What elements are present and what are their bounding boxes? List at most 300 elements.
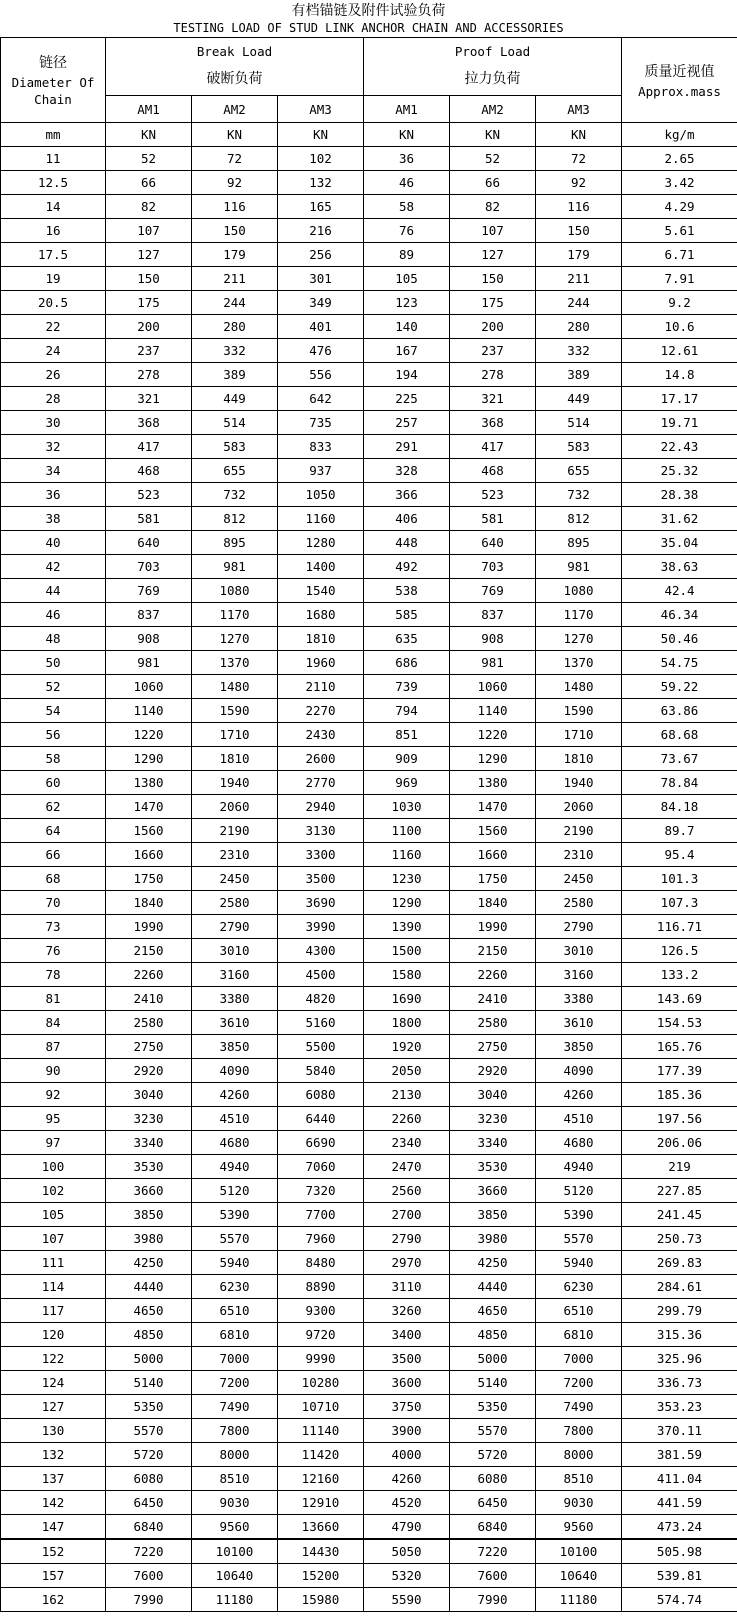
table-cell: 581: [450, 507, 536, 531]
table-cell: 1480: [536, 675, 622, 699]
table-cell: 1810: [536, 747, 622, 771]
table-cell: 6840: [106, 1515, 192, 1540]
table-cell: 3850: [536, 1035, 622, 1059]
table-row: [1, 267, 737, 291]
table-cell: 1990: [106, 915, 192, 939]
table-title-zh: 有档锚链及附件试验负荷: [291, 3, 446, 19]
table-cell: 107: [106, 219, 192, 243]
table-cell: 7.91: [622, 267, 737, 291]
table-cell: 1060: [106, 675, 192, 699]
table-row: [1, 1059, 737, 1083]
table-cell: 34: [1, 459, 106, 483]
table-cell: 2060: [536, 795, 622, 819]
table-row: [1, 771, 737, 795]
table-cell: 3500: [364, 1347, 450, 1371]
table-row: [1, 867, 737, 891]
table-cell: 278: [106, 363, 192, 387]
table-cell: 1680: [278, 603, 364, 627]
table-cell: 20.5: [1, 291, 106, 315]
table-row: [1, 1035, 737, 1059]
table-row: [1, 363, 737, 387]
table-cell: 2700: [364, 1203, 450, 1227]
table-cell: 5940: [192, 1251, 278, 1275]
table-cell: 5570: [536, 1227, 622, 1251]
table-cell: 1470: [450, 795, 536, 819]
table-row: [1, 243, 737, 267]
table-row: [1, 1539, 737, 1564]
table-cell: 321: [450, 387, 536, 411]
table-cell: 8000: [536, 1443, 622, 1467]
table-row: [1, 891, 737, 915]
table-cell: 1840: [450, 891, 536, 915]
table-cell: 2970: [364, 1251, 450, 1275]
table-cell: 2130: [364, 1083, 450, 1107]
table-cell: 1840: [106, 891, 192, 915]
table-cell: 7600: [106, 1564, 192, 1588]
table-cell: 6840: [450, 1515, 536, 1540]
table-cell: 28: [1, 387, 106, 411]
table-cell: 107: [450, 219, 536, 243]
table-cell: 1560: [106, 819, 192, 843]
table-cell: 3990: [278, 915, 364, 939]
table-cell: 523: [106, 483, 192, 507]
table-cell: 216: [278, 219, 364, 243]
table-cell: 505.98: [622, 1539, 737, 1564]
table-cell: 46.34: [622, 603, 737, 627]
table-cell: 76: [364, 219, 450, 243]
table-row: [1, 1564, 737, 1588]
table-cell: 17.17: [622, 387, 737, 411]
table-cell: 2580: [106, 1011, 192, 1035]
table-cell: 2190: [536, 819, 622, 843]
table-cell: 1060: [450, 675, 536, 699]
table-cell: 4250: [450, 1251, 536, 1275]
table-cell: 4300: [278, 939, 364, 963]
table-cell: 3110: [364, 1275, 450, 1299]
table-cell: 732: [536, 483, 622, 507]
table-cell: 492: [364, 555, 450, 579]
table-cell: 5120: [192, 1179, 278, 1203]
unit-cell: kg/m: [622, 123, 737, 147]
table-cell: 143.69: [622, 987, 737, 1011]
table-cell: 3.42: [622, 171, 737, 195]
table-cell: 26: [1, 363, 106, 387]
table-cell: 116: [536, 195, 622, 219]
table-cell: 2920: [106, 1059, 192, 1083]
table-cell: 280: [192, 315, 278, 339]
table-cell: 165: [278, 195, 364, 219]
table-cell: 2580: [192, 891, 278, 915]
table-cell: 3530: [106, 1155, 192, 1179]
table-cell: 5590: [364, 1588, 450, 1612]
unit-cell: mm: [1, 123, 106, 147]
table-cell: 10100: [192, 1539, 278, 1564]
table-cell: 6080: [450, 1467, 536, 1491]
table-cell: 105: [364, 267, 450, 291]
table-cell: 11140: [278, 1419, 364, 1443]
header-diameter-zh: 链径: [39, 55, 67, 71]
table-cell: 538: [364, 579, 450, 603]
table-row: [1, 699, 737, 723]
table-cell: 1080: [192, 579, 278, 603]
table-cell: 981: [106, 651, 192, 675]
table-cell: 4790: [364, 1515, 450, 1540]
table-cell: 5570: [106, 1419, 192, 1443]
table-cell: 9300: [278, 1299, 364, 1323]
table-cell: 368: [450, 411, 536, 435]
table-cell: 4.29: [622, 195, 737, 219]
table-cell: 132: [1, 1443, 106, 1467]
table-row: [1, 651, 737, 675]
table-cell: 185.36: [622, 1083, 737, 1107]
table-cell: 794: [364, 699, 450, 723]
table-cell: 244: [192, 291, 278, 315]
table-cell: 642: [278, 387, 364, 411]
table-row: [1, 1347, 737, 1371]
table-cell: 812: [536, 507, 622, 531]
table-cell: 42: [1, 555, 106, 579]
table-cell: 30: [1, 411, 106, 435]
table-cell: 38: [1, 507, 106, 531]
table-cell: 3900: [364, 1419, 450, 1443]
header-proof-load-en: Proof Load: [454, 44, 531, 59]
table-row: [1, 459, 737, 483]
table-cell: 66: [106, 171, 192, 195]
table-cell: 2190: [192, 819, 278, 843]
table-cell: 225: [364, 387, 450, 411]
table-cell: 703: [450, 555, 536, 579]
table-cell: 6080: [278, 1083, 364, 1107]
table-cell: 1590: [192, 699, 278, 723]
table-cell: 140: [364, 315, 450, 339]
table-cell: 72: [192, 147, 278, 171]
table-cell: 473.24: [622, 1515, 737, 1540]
table-cell: 7490: [192, 1395, 278, 1419]
table-cell: 4940: [536, 1155, 622, 1179]
table-cell: 2580: [536, 891, 622, 915]
table-cell: 127: [1, 1395, 106, 1419]
table-cell: 1170: [536, 603, 622, 627]
table-cell: 50.46: [622, 627, 737, 651]
table-cell: 9030: [192, 1491, 278, 1515]
table-row: [1, 627, 737, 651]
table-cell: 2260: [106, 963, 192, 987]
table-cell: 4850: [450, 1323, 536, 1347]
table-cell: 5140: [450, 1371, 536, 1395]
table-cell: 25.32: [622, 459, 737, 483]
table-cell: 468: [450, 459, 536, 483]
table-cell: 92: [536, 171, 622, 195]
table-cell: 269.83: [622, 1251, 737, 1275]
table-cell: 197.56: [622, 1107, 737, 1131]
table-cell: 291: [364, 435, 450, 459]
table-cell: 4090: [536, 1059, 622, 1083]
table-cell: 514: [536, 411, 622, 435]
header-mass-zh: 质量近视值: [644, 63, 715, 80]
table-cell: 3340: [450, 1131, 536, 1155]
table-cell: 31.62: [622, 507, 737, 531]
table-cell: 328: [364, 459, 450, 483]
table-cell: 4680: [536, 1131, 622, 1155]
table-cell: 46: [1, 603, 106, 627]
table-cell: 52: [106, 147, 192, 171]
table-cell: 895: [536, 531, 622, 555]
table-cell: 368: [106, 411, 192, 435]
table-cell: 117: [1, 1299, 106, 1323]
table-cell: 9560: [536, 1515, 622, 1540]
grade-cell: AM2: [192, 96, 278, 123]
table-cell: 1580: [364, 963, 450, 987]
table-cell: 90: [1, 1059, 106, 1083]
table-cell: 56: [1, 723, 106, 747]
table-cell: 22.43: [622, 435, 737, 459]
table-cell: 2340: [364, 1131, 450, 1155]
table-cell: 449: [192, 387, 278, 411]
table-cell: 981: [536, 555, 622, 579]
table-cell: 107: [1, 1227, 106, 1251]
table-cell: 1380: [106, 771, 192, 795]
table-cell: 5720: [450, 1443, 536, 1467]
table-cell: 3850: [192, 1035, 278, 1059]
table-cell: 1290: [106, 747, 192, 771]
grade-cell: AM1: [106, 96, 192, 123]
table-cell: 19: [1, 267, 106, 291]
table-cell: 3850: [450, 1203, 536, 1227]
table-cell: 583: [536, 435, 622, 459]
table-cell: 389: [536, 363, 622, 387]
table-cell: 130: [1, 1419, 106, 1443]
table-cell: 7200: [536, 1371, 622, 1395]
table-cell: 244: [536, 291, 622, 315]
table-cell: 1710: [192, 723, 278, 747]
table-cell: 3230: [450, 1107, 536, 1131]
table-cell: 32: [1, 435, 106, 459]
table-row: [1, 1179, 737, 1203]
table-cell: 9560: [192, 1515, 278, 1540]
table-cell: 11: [1, 147, 106, 171]
table-cell: 6230: [192, 1275, 278, 1299]
table-cell: 2260: [450, 963, 536, 987]
table-title-en: TESTING LOAD OF STUD LINK ANCHOR CHAIN AND ACCESSORIES: [173, 21, 564, 35]
table-cell: 1170: [192, 603, 278, 627]
table-cell: 95.4: [622, 843, 737, 867]
table-cell: 5000: [106, 1347, 192, 1371]
table-cell: 50: [1, 651, 106, 675]
table-cell: 64: [1, 819, 106, 843]
table-cell: 256: [278, 243, 364, 267]
table-cell: 3160: [192, 963, 278, 987]
table-cell: 6080: [106, 1467, 192, 1491]
table-cell: 523: [450, 483, 536, 507]
table-cell: 1290: [364, 891, 450, 915]
table-cell: 68: [1, 867, 106, 891]
table-cell: 62: [1, 795, 106, 819]
table-cell: 7220: [106, 1539, 192, 1564]
table-row: [1, 507, 737, 531]
table-cell: 7700: [278, 1203, 364, 1227]
table-cell: 2790: [192, 915, 278, 939]
table-row: [1, 795, 737, 819]
table-cell: 14.8: [622, 363, 737, 387]
table-cell: 3010: [192, 939, 278, 963]
table-cell: 2310: [192, 843, 278, 867]
table-cell: 28.38: [622, 483, 737, 507]
table-cell: 2920: [450, 1059, 536, 1083]
table-cell: 7200: [192, 1371, 278, 1395]
table-cell: 1920: [364, 1035, 450, 1059]
table-cell: 9990: [278, 1347, 364, 1371]
table-cell: 1590: [536, 699, 622, 723]
table-cell: 66: [450, 171, 536, 195]
table-row: [1, 1443, 737, 1467]
table-cell: 36: [364, 147, 450, 171]
table-cell: 2.65: [622, 147, 737, 171]
table-cell: 937: [278, 459, 364, 483]
table-cell: 200: [450, 315, 536, 339]
table-cell: 739: [364, 675, 450, 699]
grade-cell: AM3: [536, 96, 622, 123]
table-cell: 5940: [536, 1251, 622, 1275]
table-cell: 177.39: [622, 1059, 737, 1083]
table-cell: 5350: [106, 1395, 192, 1419]
table-row: [1, 1227, 737, 1251]
table-cell: 6810: [192, 1323, 278, 1347]
table-cell: 448: [364, 531, 450, 555]
table-cell: 3340: [106, 1131, 192, 1155]
table-cell: 132: [278, 171, 364, 195]
table-cell: 1220: [450, 723, 536, 747]
table-cell: 40: [1, 531, 106, 555]
table-cell: 116: [192, 195, 278, 219]
table-cell: 11180: [192, 1588, 278, 1612]
table-cell: 3690: [278, 891, 364, 915]
table-cell: 4650: [106, 1299, 192, 1323]
table-row: [1, 723, 737, 747]
table-cell: 12910: [278, 1491, 364, 1515]
table-cell: 5570: [450, 1419, 536, 1443]
table-row: [1, 147, 737, 171]
unit-cell: KN: [278, 123, 364, 147]
table-cell: 908: [106, 627, 192, 651]
table-cell: 66: [1, 843, 106, 867]
table-cell: 703: [106, 555, 192, 579]
table-row: [1, 555, 737, 579]
table-row: [1, 339, 737, 363]
header-break-load-zh: 破断负荷: [206, 71, 263, 87]
table-cell: 2150: [106, 939, 192, 963]
table-cell: 81: [1, 987, 106, 1011]
table-row: [1, 411, 737, 435]
table-cell: 12160: [278, 1467, 364, 1491]
table-cell: 179: [536, 243, 622, 267]
table-cell: 556: [278, 363, 364, 387]
table-cell: 4090: [192, 1059, 278, 1083]
table-cell: 833: [278, 435, 364, 459]
table-cell: 3750: [364, 1395, 450, 1419]
table-cell: 4440: [450, 1275, 536, 1299]
table-cell: 6450: [450, 1491, 536, 1515]
table-row: [1, 915, 737, 939]
table-cell: 1480: [192, 675, 278, 699]
table-cell: 8510: [536, 1467, 622, 1491]
table-cell: 3260: [364, 1299, 450, 1323]
unit-cell: KN: [364, 123, 450, 147]
table-cell: 46: [364, 171, 450, 195]
table-cell: 969: [364, 771, 450, 795]
table-cell: 4850: [106, 1323, 192, 1347]
table-cell: 10710: [278, 1395, 364, 1419]
table-cell: 10.6: [622, 315, 737, 339]
table-cell: 1750: [106, 867, 192, 891]
header-proof-load: [364, 38, 622, 96]
table-cell: 349: [278, 291, 364, 315]
table-cell: 48: [1, 627, 106, 651]
table-cell: 4260: [364, 1467, 450, 1491]
table-row: [1, 819, 737, 843]
table-cell: 468: [106, 459, 192, 483]
table-cell: 417: [450, 435, 536, 459]
table-cell: 1750: [450, 867, 536, 891]
table-cell: 241.45: [622, 1203, 737, 1227]
table-cell: 1270: [536, 627, 622, 651]
table-cell: 12.61: [622, 339, 737, 363]
table-cell: 401: [278, 315, 364, 339]
table-cell: 150: [106, 267, 192, 291]
table-cell: 152: [1, 1539, 106, 1564]
table-cell: 8510: [192, 1467, 278, 1491]
table-cell: 237: [106, 339, 192, 363]
table-cell: 1400: [278, 555, 364, 579]
table-cell: 4440: [106, 1275, 192, 1299]
table-row: [1, 1203, 737, 1227]
table-cell: 539.81: [622, 1564, 737, 1588]
table-row: [1, 1275, 737, 1299]
table-cell: 122: [1, 1347, 106, 1371]
table-cell: 2270: [278, 699, 364, 723]
table-row: [1, 603, 737, 627]
table-cell: 2110: [278, 675, 364, 699]
table-cell: 59.22: [622, 675, 737, 699]
table-cell: 1940: [536, 771, 622, 795]
table-cell: 769: [106, 579, 192, 603]
table-cell: 581: [106, 507, 192, 531]
table-cell: 3850: [106, 1203, 192, 1227]
table-cell: 7800: [536, 1419, 622, 1443]
table-cell: 167: [364, 339, 450, 363]
table-cell: 16: [1, 219, 106, 243]
table-cell: 4650: [450, 1299, 536, 1323]
table-cell: 63.86: [622, 699, 737, 723]
table-cell: 3230: [106, 1107, 192, 1131]
header-diameter: [1, 38, 106, 123]
table-cell: 150: [536, 219, 622, 243]
table-cell: 87: [1, 1035, 106, 1059]
table-cell: 162: [1, 1588, 106, 1612]
table-row: [1, 483, 737, 507]
table-cell: 837: [106, 603, 192, 627]
table-cell: 9030: [536, 1491, 622, 1515]
table-cell: 3660: [106, 1179, 192, 1203]
header-row-main: [1, 38, 737, 96]
table-row: [1, 1011, 737, 1035]
table-cell: 24: [1, 339, 106, 363]
table-cell: 97: [1, 1131, 106, 1155]
table-cell: 82: [450, 195, 536, 219]
table-cell: 2050: [364, 1059, 450, 1083]
table-cell: 1220: [106, 723, 192, 747]
table-row: [1, 1371, 737, 1395]
table-cell: 147: [1, 1515, 106, 1540]
